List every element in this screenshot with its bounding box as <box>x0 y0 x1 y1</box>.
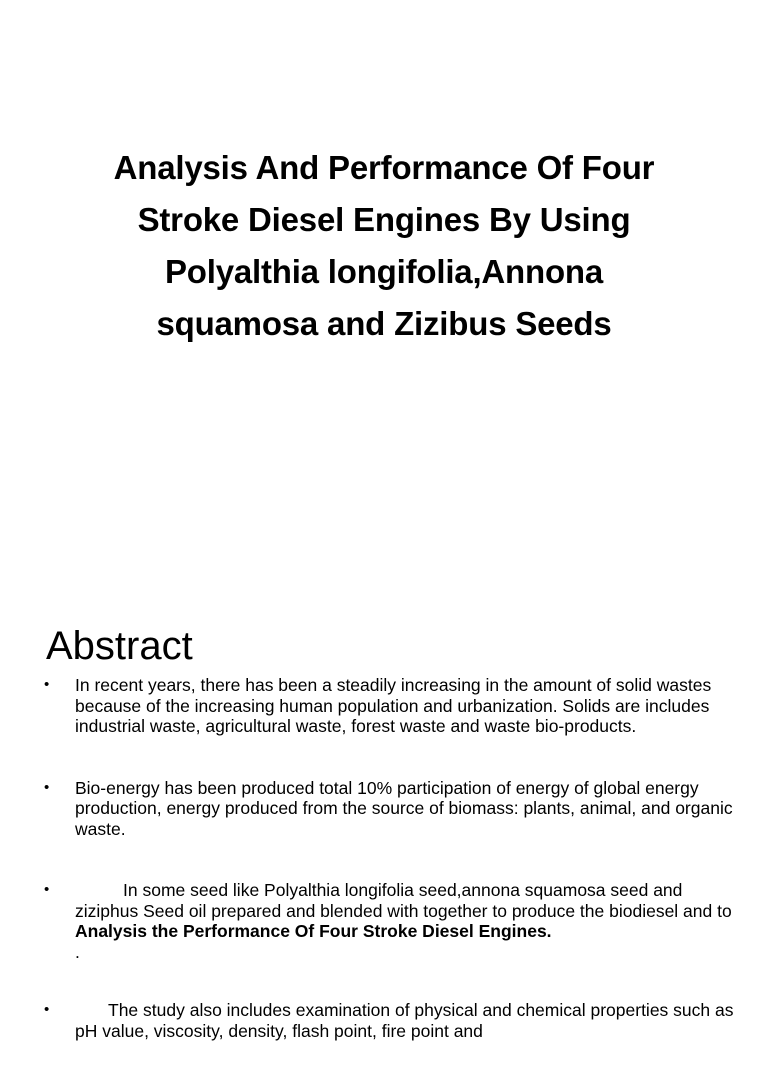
bullet-marker: • <box>44 676 50 693</box>
abstract-heading: Abstract <box>46 624 193 668</box>
title-line: Analysis And Performance Of Four <box>113 149 655 186</box>
list-item <box>44 778 734 840</box>
bullet-text: In recent years, there has been a steadily increasing in the amount of solid wastes because of the increasing human population and urbanization. Solids are includes industrial waste, agricultural waste, forest waste and waste bio-products. <box>75 675 712 736</box>
abstract-bullet-list <box>44 675 734 1082</box>
bullet-text: Bio-energy has been produced total 10% participation of energy of global energy production, energy produced from the source of biomass: plants, animal, and organic waste. <box>75 777 733 839</box>
title-line: Polyalthia longifolia,Annona <box>164 253 604 290</box>
bullet-marker: • <box>44 1001 50 1018</box>
list-item <box>44 675 734 737</box>
bullet-trailing-text: . <box>75 941 80 962</box>
bullet-text: In some seed like Polyalthia longifolia seed,annona squamosa seed and ziziphus Seed oil prepared and blended with together to produce the biodiesel and to <box>75 880 732 921</box>
abstract-slide <box>0 600 768 1041</box>
list-item <box>44 1000 734 1041</box>
slide-title <box>40 142 728 350</box>
bullet-marker: • <box>44 881 50 898</box>
title-line: squamosa and Zizibus Seeds <box>156 305 612 342</box>
bullet-marker: • <box>44 778 50 796</box>
bullet-text: The study also includes examination of physical and chemical properties such as pH value, viscosity, density, flash point, fire point and <box>75 1000 734 1041</box>
list-item <box>44 880 734 962</box>
title-line: Stroke Diesel Engines By Using <box>137 201 631 238</box>
bullet-bold-text: Analysis the Performance Of Four Stroke Diesel Engines. <box>75 921 552 941</box>
